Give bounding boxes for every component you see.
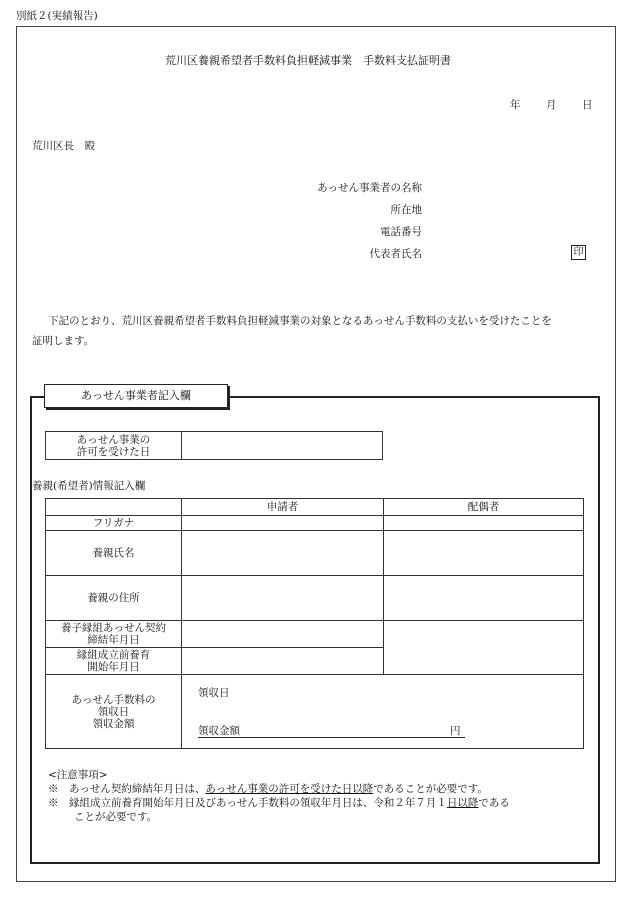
note1-underlined: あっせん事業の許可を受けた日以降	[205, 783, 374, 795]
note2-prefix: ※ 縁組成立前養育開始年月日及びあっせん手数料の領収年月日は、令和２年７月１	[48, 797, 447, 809]
receipt-date-label: 領収日	[198, 687, 230, 699]
row-address-label: 養親の住所	[46, 576, 182, 621]
note-2-line2: ことが必要です。	[74, 811, 158, 823]
row-furigana-label: フリガナ	[46, 516, 182, 531]
statement-line1: 下記のとおり、荒川区養親希望者手数料負担軽減事業の対象となるあっせん手数料の支払いを受けたことを	[48, 315, 552, 327]
foster-start-date-field[interactable]	[182, 648, 384, 675]
amount-underline	[198, 737, 465, 738]
document-title: 荒川区養親希望者手数料負担軽減事業 手数料支払証明書	[165, 54, 451, 67]
applicant-name-field[interactable]	[182, 531, 384, 576]
row-foster-line1: 縁組成立前養育	[76, 649, 151, 661]
contract-date-field[interactable]	[182, 621, 384, 648]
note1-prefix: ※ あっせん契約締結年月日は、	[48, 783, 206, 795]
addressee: 荒川区長 殿	[32, 140, 95, 152]
header-note: 別紙２(実績報告)	[16, 10, 98, 22]
permit-date-table	[45, 431, 383, 460]
seal-mark: 印	[571, 245, 586, 260]
statement-line2: 証明します。	[32, 335, 95, 347]
note2-underlined: 日以降	[446, 797, 479, 809]
row-fee-line1: あっせん手数料の	[71, 693, 156, 706]
row-fee-line3: 領収金額	[92, 717, 135, 730]
row-fee-label	[46, 675, 182, 749]
note1-suffix: であることが必要です。	[373, 783, 488, 795]
date-month: 月	[546, 99, 557, 111]
notes-section	[48, 768, 510, 824]
row-contract-line2: 締結年月日	[87, 634, 140, 646]
col-applicant: 申請者	[182, 499, 384, 516]
row-name-label: 養親氏名	[46, 531, 182, 576]
fee-entry-cell[interactable]	[182, 675, 584, 749]
agency-rep-label: 代表者氏名	[369, 248, 422, 260]
applicant-address-field[interactable]	[182, 576, 384, 621]
note2-suffix: である	[478, 797, 510, 809]
agency-phone-label: 電話番号	[380, 226, 422, 238]
permit-label-line2: 許可を受けた日	[76, 445, 151, 458]
notes-heading: <注意事項>	[48, 769, 108, 781]
spouse-date-blank	[384, 621, 584, 675]
permit-label-line1: あっせん事業の	[76, 433, 151, 446]
row-foster-label	[46, 648, 182, 675]
agency-address-label: 所在地	[390, 204, 422, 216]
section-tab-label: あっせん事業者記入欄	[44, 384, 228, 408]
spouse-furigana-field[interactable]	[384, 516, 584, 531]
agency-name-label: あっせん事業者の名称	[317, 182, 422, 194]
permit-date-field[interactable]	[182, 432, 383, 460]
permit-date-label	[46, 432, 182, 460]
adoptive-parent-info-table	[45, 498, 584, 749]
date-day: 日	[582, 99, 593, 111]
row-contract-line1: 養子縁組あっせん契約	[61, 622, 166, 634]
spouse-address-field[interactable]	[384, 576, 584, 621]
row-fee-line2: 領収日	[97, 705, 130, 718]
currency-unit: 円	[450, 725, 461, 737]
note-1	[48, 782, 510, 796]
spouse-name-field[interactable]	[384, 531, 584, 576]
row-foster-line2: 開始年月日	[87, 661, 140, 673]
note-2	[48, 796, 510, 810]
header-blank-cell	[46, 499, 182, 516]
row-contract-label	[46, 621, 182, 648]
info-section-label: 養親(希望者)情報記入欄	[32, 480, 146, 492]
col-spouse: 配偶者	[384, 499, 584, 516]
applicant-furigana-field[interactable]	[182, 516, 384, 531]
receipt-amount-label: 領収金額	[198, 725, 240, 737]
date-year: 年	[510, 99, 521, 111]
